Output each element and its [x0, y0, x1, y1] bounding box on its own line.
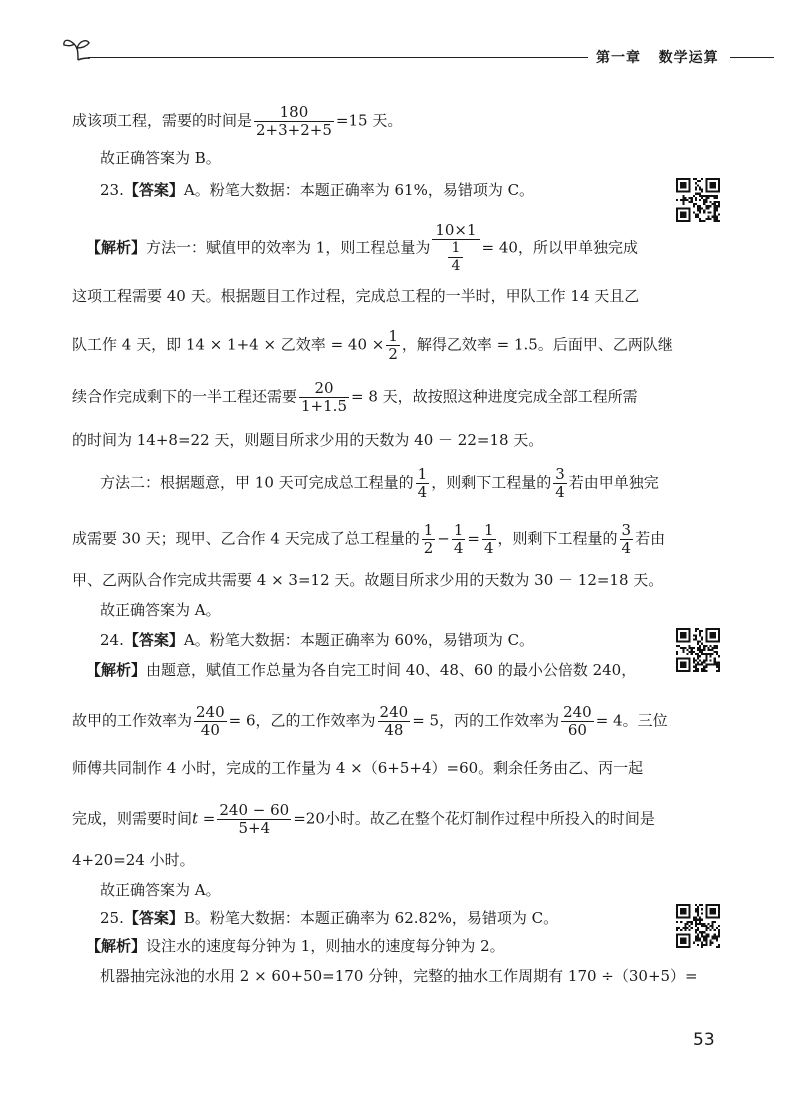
fraction: $\frac{3}{4}$	[555, 465, 565, 501]
qr-code-icon[interactable]	[676, 904, 720, 948]
header-rule-left	[88, 57, 588, 58]
fraction: $\frac{1}{4}$	[453, 521, 464, 557]
sprout-leaf-icon	[60, 36, 96, 62]
fraction: $\frac{20}{1+1.5}$	[301, 379, 347, 415]
fraction: $\frac{240}{60}$	[563, 703, 592, 739]
qr-code-icon[interactable]	[676, 628, 720, 672]
text-line-7: 续合作完成剩下的一半工程还需要 $\frac{20}{1+1.5}$ = 8 天，故按照这种进度完成全部工程所需	[72, 379, 638, 415]
complex-fraction: $\frac{10\times 1}{\frac{1}{4}}$	[432, 222, 479, 275]
answer-line-23: 故正确答案为 A。	[100, 601, 221, 619]
header-rule-right	[730, 57, 774, 58]
q23-analysis-line: 【解析】方法一：赋值甲的效率为 1，则工程总量为 $\frac{10\times 1}{\frac{1}{4}}$ = 40，所以甲单独完成	[86, 221, 638, 274]
text-line-10: 成需要 30 天；现甲、乙合作 4 天完成了总工程量的 $\frac{1}{2}$ − $\frac{1}{4}$ = $\frac{1}{4}$ ，则剩下工程量的 $\frac{3}{4}$ 若由	[72, 521, 666, 557]
page-number: 53	[693, 1030, 715, 1050]
text-line-6: 队工作 4 天，即 14 × 1+4 × 乙效率 = 40 × $\frac{1}{2}$ ，解得乙效率 = 1.5。后面甲、乙两队继	[72, 327, 673, 363]
fraction: $\frac{180}{2+3+2+5}$	[256, 103, 332, 139]
chapter-header	[596, 47, 719, 67]
q24-answer-line: 24.【答案】A。粉笔大数据：本题正确率为 60%，易错项为 C。	[100, 631, 535, 649]
text-line-1: 成该项工程，需要的时间是 $\frac{180}{2+3+2+5}$ =15 天。	[72, 103, 403, 139]
fraction: $\frac{1}{2}$	[423, 521, 434, 557]
fraction: $\frac{3}{4}$	[621, 521, 632, 557]
text-line-16: 师傅共同制作 4 小时，完成的工作量为 4 ×（6+5+4）=60。剩余任务由乙、丙一起	[72, 759, 644, 777]
fraction: $\frac{1}{4}$	[417, 465, 428, 501]
fraction: $\frac{1}{4}$	[483, 521, 494, 557]
answer-line-24: 故正确答案为 A。	[100, 881, 221, 899]
text-line-8: 的时间为 14+8=22 天，则题目所求少用的天数为 40 － 22=18 天。	[72, 431, 544, 449]
text-line-18: 4+20=24 小时。	[72, 851, 195, 869]
text-line-22: 机器抽完泳池的水用 2 × 60+50=170 分钟，完整的抽水工作周期有 170 ÷（30+5）=	[100, 967, 698, 985]
qr-code-icon[interactable]	[676, 178, 720, 222]
method2-line-9: 方法二：根据题意，甲 10 天可完成总工程量的 $\frac{1}{4}$ ，则剩下工程量的 $\frac{3}{4}$ 若由甲单独完	[100, 465, 659, 501]
q24-analysis-line: 【解析】由题意，赋值工作总量为各自完工时间 40、48、60 的最小公倍数 240，	[86, 661, 637, 679]
fraction: $\frac{240}{48}$	[379, 703, 409, 739]
text-line-11: 甲、乙两队合作完成共需要 4 × 3=12 天。故题目所求少用的天数为 30 － 12=18 天。	[72, 571, 664, 589]
answer-line-22: 故正确答案为 B。	[100, 149, 221, 167]
q25-answer-line: 25.【答案】B。粉笔大数据：本题正确率为 62.82%，易错项为 C。	[100, 909, 559, 927]
fraction: $\frac{240}{40}$	[196, 703, 225, 739]
chapter-label: 第一章	[596, 50, 641, 66]
fraction: $\frac{1}{2}$	[388, 327, 398, 363]
subject-label: 数学运算	[658, 50, 719, 66]
text-line-17: 完成，则需要时间t = $\frac{240 - 60}{5+4}$ =20小时。故乙在整个花灯制作过程中所投入的时间是	[72, 801, 655, 837]
q23-answer-line: 23.【答案】A。粉笔大数据：本题正确率为 61%，易错项为 C。	[100, 181, 535, 199]
text-line-15: 故甲的工作效率为 $\frac{240}{40}$ = 6，乙的工作效率为 $\frac{240}{48}$ = 5，丙的工作效率为 $\frac{240}{60}$ = 4。三位	[72, 703, 668, 739]
q25-analysis-line: 【解析】设注水的速度每分钟为 1，则抽水的速度每分钟为 2。	[86, 937, 505, 955]
text-line-5: 这项工程需要 40 天。根据题目工作过程，完成总工程的一半时，甲队工作 14 天且乙	[72, 287, 640, 305]
fraction: $\frac{240 - 60}{5+4}$	[219, 801, 290, 837]
